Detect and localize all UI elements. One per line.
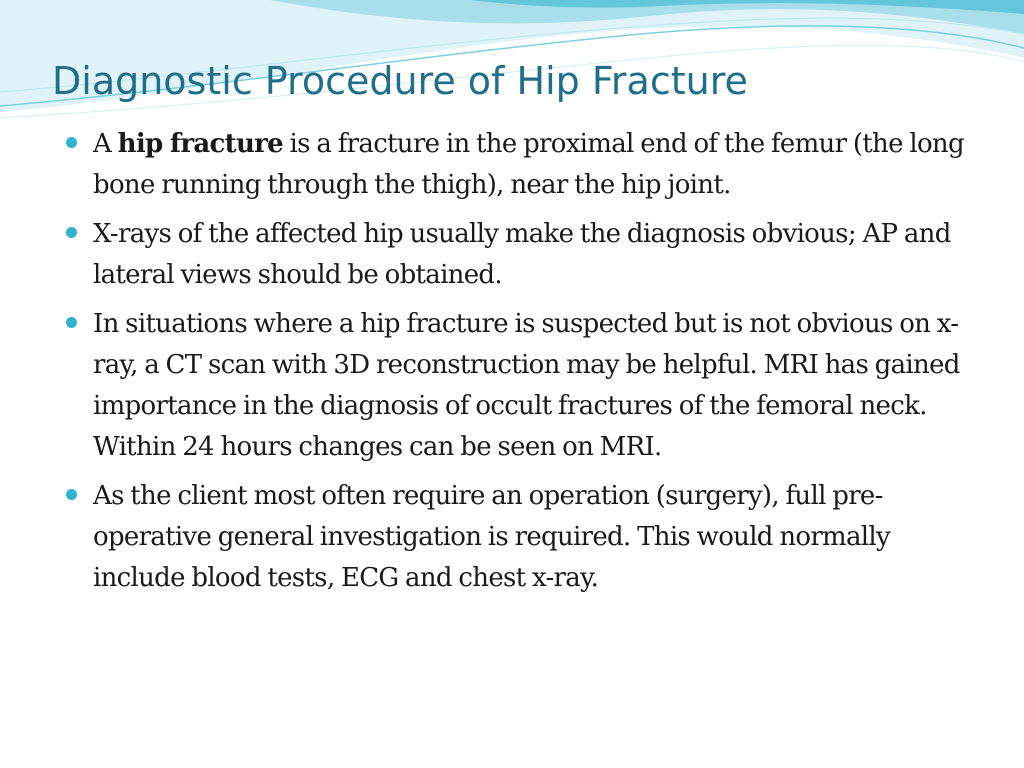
bullet-2-text: X-rays of the affected hip usually make the diagnosis obvious; AP and lateral views should be obtained. (93, 219, 951, 290)
bullet-3-text: In situations where a hip fracture is suspected but is not obvious on x-ray, a CT scan with 3D reconstruction may be helpful. MRI has gained importance in the diagnosis of occult fractures of the femoral neck. Within 24 hours changes can be seen on MRI. (93, 309, 960, 462)
bullet-list (66, 124, 966, 607)
bullet-item-preoperative (66, 476, 966, 599)
slide-title: Diagnostic Procedure of Hip Fracture (52, 59, 748, 103)
bullet-item-hip-fracture-definition (66, 124, 966, 206)
bullet-item-ct-mri (66, 304, 966, 468)
bullet-1-bold-term: hip fracture (117, 129, 283, 159)
bullet-4-text: As the client most often require an operation (surgery), full pre-operative general investigation is required. This would normally include blood tests, ECG and chest x-ray. (93, 481, 891, 593)
bullet-1-lead: A (93, 129, 118, 159)
bullet-dot-icon (66, 137, 77, 148)
bullet-dot-icon (66, 227, 77, 238)
bullet-dot-icon (66, 317, 77, 328)
bullet-item-xrays (66, 214, 966, 296)
bullet-1-rest: is a fracture in the proximal end of the femur (the long bone running through the thigh), near the hip joint. (93, 129, 964, 200)
bullet-dot-icon (66, 489, 77, 500)
